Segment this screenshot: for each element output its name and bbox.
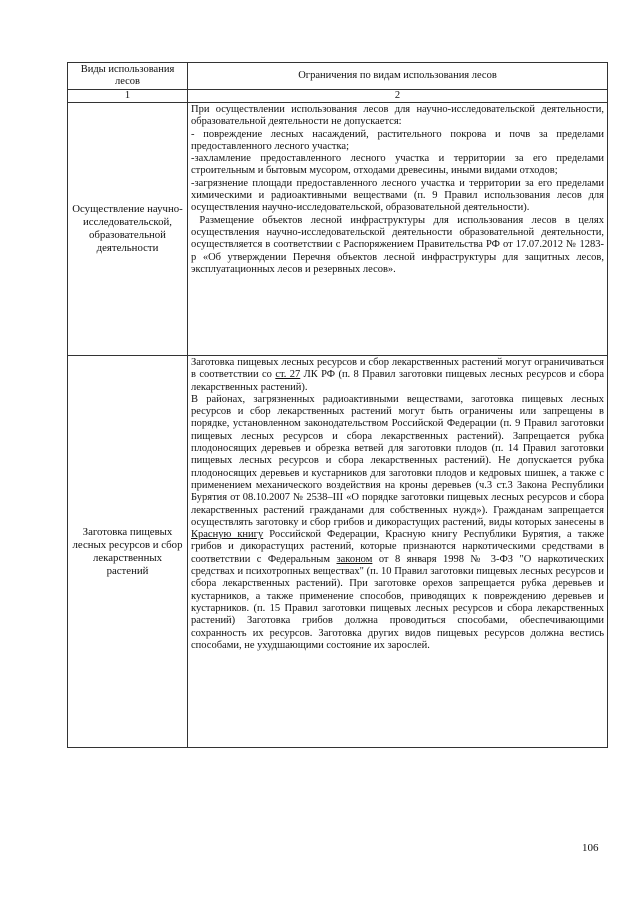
text-run: Заготовка пищевых лесных ресурсов и сбор лекарственных растений могут ограничиваться в соответствии со	[191, 357, 604, 381]
header-col-restrictions: Ограничения по видам использования лесов	[188, 63, 608, 90]
header-col-uses: Виды использования лесов	[68, 63, 188, 90]
text-run: В районах, загрязненных радиоактивными веществами, заготовка пищевых лесных ресурсов и сбор лекарственных растений могут быть ограничены или запрещены в порядке, установленном законодательством Российской Федерации (п. 9 Правил заготовки пищевых лесных ресурсов и сбора лекарственных растений). Запрещается рубка плодоносящих деревьев и обрезка ветвей для заготовки плодов (п. 14 Правил заготовки пищевых лесных ресурсов и сбора лекарственных растений). Не допускается рубка плодоносящих деревьев и кустарников для заготовки плодов и кедровых шишек, а также с применением механического воздействия на кроны деревьев (ч.3 ст.3 Закона Республики Бурятия от 08.10.2007 № 2538–III «О порядке заготовки пищевых лесных ресурсов и сбора лекарственных растений гражданами для собственных нужд»). Гражданам запрещается осуществлять заготовку и сбор грибов и дикорастущих растений, виды которых занесены в	[191, 393, 604, 528]
paragraph	[191, 394, 604, 652]
link-red-book[interactable]: Красную книгу	[191, 529, 264, 541]
restrictions-table	[67, 62, 608, 748]
use-type-food-resources: Заготовка пищевых лесных ресурсов и сбор лекарственных растений	[68, 356, 188, 748]
paragraph: - повреждение лесных насаждений, растительного покрова и почв за пределами предоставленного лесного участка;	[191, 128, 604, 152]
restrictions-food-resources	[188, 356, 608, 748]
column-number-row	[68, 90, 608, 103]
table-header-row	[68, 63, 608, 90]
paragraph: -загрязнение площади предоставленного лесного участка и территории за его пределами химическими и радиоактивными веществами (п. 9 Правил использования лесов для осуществления научно-исследовательской, образовательной деятельности).	[191, 177, 604, 214]
text-run: от 8 января 1998 № 3-ФЗ "О наркотических средствах и психотропных веществах" (п. 10 Правил заготовки пищевых лесных ресурсов и сбора лекарственных растений). При заготовке орехов запрещается рубка деревьев и кустарников, а также применение способов, приводящих к повреждению деревьев и кустарников. (п. 15 Правил заготовки пищевых лесных ресурсов и сбора лекарственных растений) Заготовка грибов должна проводиться способами, обеспечивающими сохранность их ресурсов. Заготовка других видов пищевых ресурсов должна вестись способами, не ухудшающими состояние их зарослей.	[191, 553, 604, 651]
text-run: ЛК РФ (п. 8 Правил заготовки пищевых лесных ресурсов и сбора лекарственных растений).	[191, 369, 604, 393]
page-number: 106	[582, 842, 599, 854]
column-number-2: 2	[188, 90, 608, 103]
paragraph	[191, 357, 604, 394]
restrictions-research	[188, 103, 608, 356]
column-number-1: 1	[68, 90, 188, 103]
paragraph: -захламление предоставленного лесного участка и территории за его пределами строительным и бытовым мусором, отходами древесины, иными видами отходов;	[191, 153, 604, 177]
link-federal-law[interactable]: законом	[336, 553, 373, 565]
use-type-research: Осуществление научно-исследовательской, образовательной деятельности	[68, 103, 188, 356]
paragraph: Размещение объектов лесной инфраструктуры для использования лесов в целях осуществления научно-исследовательской деятельности образовательной деятельности, осуществляется в соответствии с Распоряжением Правительства РФ от 17.07.2012 № 1283-р «Об утверждении Перечня объектов лесной инфраструктуры для защитных лесов, эксплуатационных лесов и резервных лесов».	[191, 214, 607, 275]
table-row	[68, 103, 608, 356]
paragraph: При осуществлении использования лесов для научно-исследовательской деятельности, образовательной деятельности не допускается:	[191, 104, 604, 128]
text-run: Российской Федерации, Красную книгу Республики Бурятия, а также грибов и дикорастущих растений, которые признаются наркотическими средствами в соответствии с Федеральным	[191, 529, 604, 565]
link-article-27[interactable]: ст. 27	[275, 369, 301, 381]
table-row	[68, 356, 608, 748]
